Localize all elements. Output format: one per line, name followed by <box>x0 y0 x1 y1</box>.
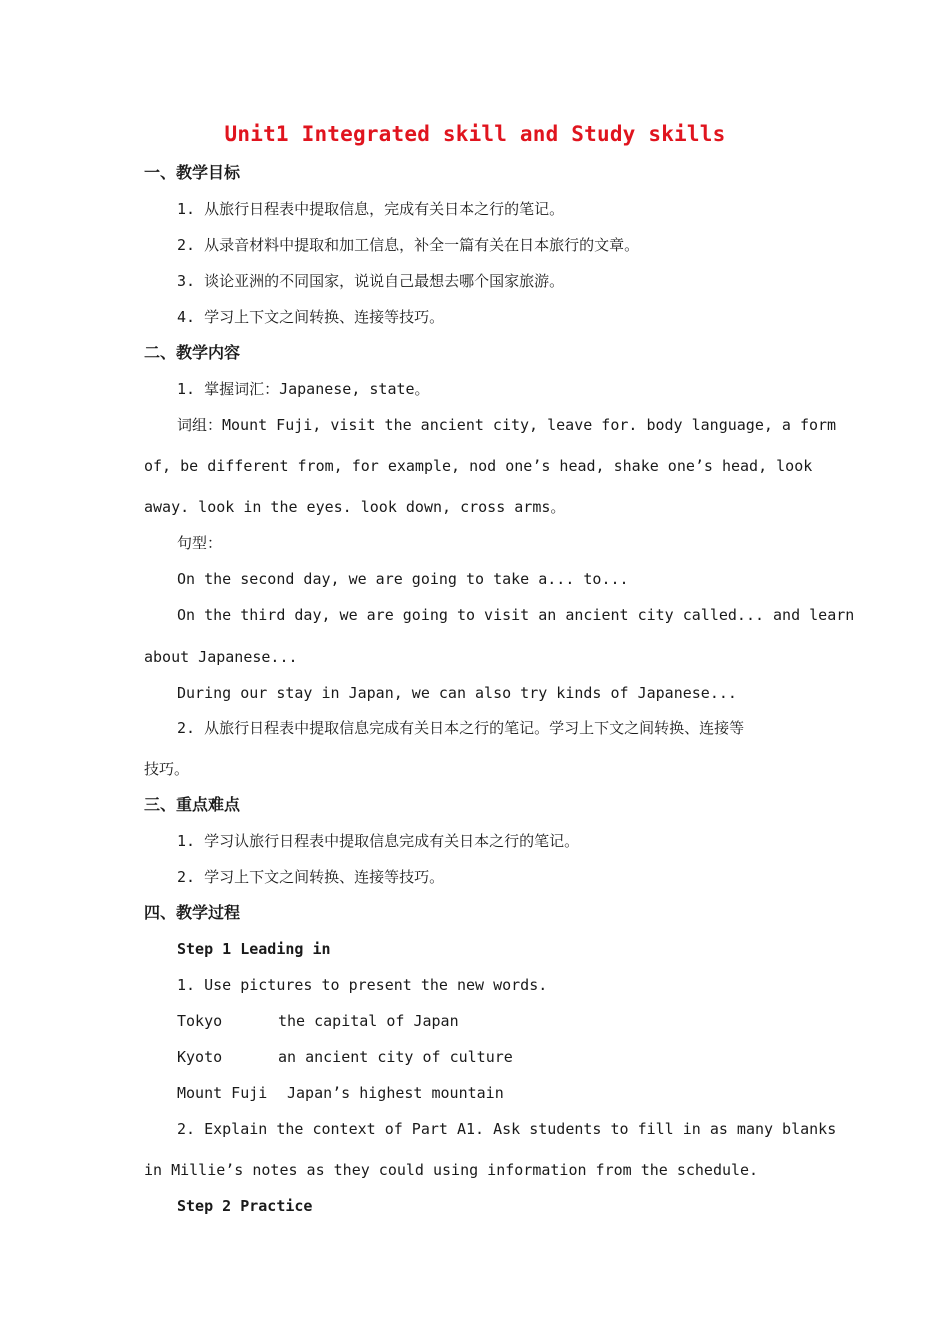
section-heading-content: 二、教学内容 <box>144 343 241 362</box>
document-title: Unit1 Integrated skill and Study skills <box>224 122 726 146</box>
objective-item: 2. 从录音材料中提取和加工信息，补全一篇有关在日本旅行的文章。 <box>177 236 640 254</box>
section-heading-process: 四、教学过程 <box>144 903 241 922</box>
objective-item: 1. 从旅行日程表中提取信息，完成有关日本之行的笔记。 <box>177 200 565 218</box>
sentence-pattern: about Japanese... <box>144 648 298 666</box>
objective-item: 3. 谈论亚洲的不同国家，说说自己最想去哪个国家旅游。 <box>177 272 565 290</box>
step-heading: Step 1 Leading in <box>177 940 331 958</box>
word-meaning: the capital of Japan <box>278 1012 459 1030</box>
word-term: Kyoto <box>177 1048 223 1066</box>
sentence-pattern-label: 句型： <box>177 534 223 552</box>
phrases-line: of, be different from, for example, nod one’s head, shake one’s head, look <box>144 457 813 475</box>
word-meaning: an ancient city of culture <box>278 1048 513 1066</box>
step-item: 2. Explain the context of Part A1. Ask students to fill in as many blanks <box>177 1120 837 1138</box>
phrases-line: away. look in the eyes. look down, cross arms。 <box>144 498 566 516</box>
section-heading-key-points: 三、重点难点 <box>144 795 241 814</box>
sentence-pattern: During our stay in Japan, we can also try kinds of Japanese... <box>177 684 737 702</box>
objective-item: 4. 学习上下文之间转换、连接等技巧。 <box>177 308 445 326</box>
section-heading-objectives: 一、教学目标 <box>144 163 241 182</box>
content-item: 2. 从旅行日程表中提取信息完成有关日本之行的笔记。学习上下文之间转换、连接等 <box>177 719 745 737</box>
sentence-pattern: On the third day, we are going to visit an ancient city called... and learn <box>177 606 855 624</box>
step-item: in Millie’s notes as they could using information from the schedule. <box>144 1161 759 1179</box>
word-term: Tokyo <box>177 1012 223 1030</box>
key-point-item: 1. 学习认旅行日程表中提取信息完成有关日本之行的笔记。 <box>177 832 580 850</box>
content-item: 技巧。 <box>144 760 190 778</box>
phrases-line: 词组：Mount Fuji, visit the ancient city, leave for. body language, a form <box>177 416 837 434</box>
sentence-pattern: On the second day, we are going to take a... to... <box>177 570 629 588</box>
step-heading: Step 2 Practice <box>177 1197 313 1215</box>
step-item: 1. Use pictures to present the new words. <box>177 976 548 994</box>
word-term: Mount Fuji <box>177 1084 268 1102</box>
key-point-item: 2. 学习上下文之间转换、连接等技巧。 <box>177 868 445 886</box>
vocabulary-line: 1. 掌握词汇：Japanese, state。 <box>177 380 430 398</box>
word-meaning: Japan’s highest mountain <box>287 1084 504 1102</box>
